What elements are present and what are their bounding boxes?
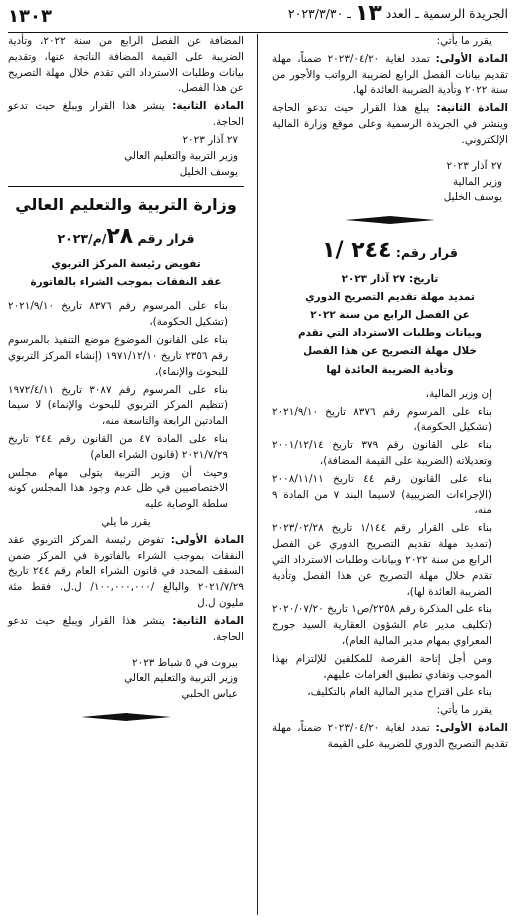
issue-number: ١٣ [354,0,382,26]
column-divider [257,34,258,915]
article-2 [272,101,508,148]
article-text: ينشر هذا القرار ويبلغ حيث تدعو الحاجة. [8,614,244,643]
resolves-label: يقرر ما يلي [101,516,151,529]
article-label: المادة الثانية: [172,100,244,113]
article-label: المادة الأولى: [435,52,508,65]
signatory-name: يوسف الخليل [443,191,502,204]
article-1 [8,533,244,612]
preamble-paragraph: بناء على القرار رقم ١/١٤٤ تاريخ ٢٠٢٣/٠٢/٢٨ (تمديد مهلة تقديم التصريح الدوري عن الفصل الرابع من سنة ٢٠٢٢ وبيانات وطلبات الاسترداد التي تقدم خلال مهلة التصريح عن هذا الفصل وتأدية الضريبة العائدة لها)، [272,522,492,598]
preamble-paragraph: بناء على اقتراح مدير المالية العام بالتكليف، [307,686,492,699]
right-column [272,34,508,755]
signatory-title: وزير التربية والتعليم العالي [124,149,238,162]
article-text: تمدد لغاية ٢٠٢٣/٠٤/٢٠ ضمناً، مهلة تقديم التصريح الدوري للضريبة على القيمة [272,722,508,750]
preamble-paragraph: بناء على المرسوم رقم ٨٣٧٦ تاريخ ٢٠٢١/٩/١٠ (تشكيل الحكومة)، [8,300,228,329]
section-divider [272,216,508,224]
place-date: بيروت في ٥ شباط ٢٠٢٣ [132,656,238,669]
decision-subject-line: خلال مهلة التصريح عن هذا الفصل [303,345,477,358]
signatory-name: عباس الحلبي [181,688,238,701]
article-label: المادة الأولى: [170,533,245,546]
preamble-paragraph: بناء على المرسوم رقم ٣٠٨٧ تاريخ ١٩٧٢/٤/١١ (تنظيم المركز التربوي للبحوث والإنماء) لا سيما المادتين الرابعة والتاسعة منه، [8,383,228,428]
signature-date: ٢٧ آذار ٢٠٢٣ [446,159,502,172]
article-text: تفوض رئيسة المركز التربوي عقد النفقات بموجب الشراء بالفاتورة في المركز ضمن السقف المحدد في قانون الشراء العام رقم ٢٤٤ تاريخ ٢٠٢١/٧/٢٩ والبالغ /١٠٠,٠٠٠,٠٠٠/ ل.ل. فقط مئة مليون ل.ل [8,533,244,610]
signatory-title: وزير التربية والتعليم العالي [124,672,238,685]
journal-title [288,0,508,30]
article-text: تمدد لغاية ٢٠٢٣/٠٤/٢٠ ضمناً، مهلة تقديم بيانات الفصل الرابع لضريبة الرواتب والأجور من سنة ٢٠٢٢ وتأدية الضريبة العائدة لها. [272,52,508,97]
signatory-title: وزير المالية [452,175,502,188]
article-label: المادة الثانية: [172,614,244,627]
article-text: ينشر هذا القرار ويبلغ حيث تدعو الحاجة. [8,100,244,129]
signatory-name: يوسف الخليل [179,165,238,178]
decision-label: قرار رقم: [395,245,458,261]
decision-label: قرار رقم [137,230,195,246]
section-divider [8,713,244,721]
article-1 [272,52,508,99]
preamble-paragraph: إن وزير المالية، [425,387,492,400]
continued-text: المضافة عن الفصل الرابع من سنة ٢٠٢٢، وتأدية الضريبة على القيمة المضافة الناتجة عنها، وتقديم بيانات وطلبات الاسترداد التي تقدم خلال مهلة التصريح عن هذا الفصل. [8,35,244,95]
preamble-paragraph: بناء على القانون الموضوع موضع التنفيذ بالمرسوم رقم ٢٣٥٦ تاريخ ١٩٧١/١٢/١٠ (إنشاء المركز التربوي للبحوث والإنماء)، [8,334,228,378]
issue-date: ـ ٢٠٢٣/٣/٣٠ [287,5,351,21]
left-column [8,34,244,731]
page-header [8,0,508,33]
decision-subject-line: وتأدية الضريبة العائدة لها [326,363,454,376]
article-label: المادة الأولى: [435,722,508,735]
preamble-paragraph: بناء على المذكرة رقم ٢٢٥٨/ص١ تاريخ ٢٠٢٠/٠٧/٢٠ (تكليف مدير عام الشؤون العقارية السيد جورج المعراوي بمهام مدير المالية العام)، [272,603,492,647]
page-number: ١٣٠٣ [8,5,52,27]
preamble-paragraph: بناء على المادة ٤٧ من القانون رقم ٢٤٤ تاريخ ٢٠٢١/٧/٢٩ (قانون الشراء العام) [8,432,228,461]
divider-ornament-icon [81,713,171,721]
decision-subject-line: وبيانات وطلبات الاسترداد التي تقدم [298,327,482,340]
article-2 [8,99,244,131]
decision-subject-line: عقد النفقات بموجب الشراء بالفاتورة [30,276,222,289]
decision-heading [8,220,244,253]
resolves-label: يقرر ما يأتي: [436,704,492,717]
decision-heading [272,234,508,267]
preamble-paragraph: بناء على القانون رقم ٣٧٩ تاريخ ٢٠٠١/١٢/١٤ وتعديلاته (الضريبة على القيمة المضافة)، [272,439,492,468]
decision-suffix: /م/٢٠٢٣ [57,230,107,246]
preamble-paragraph: بناء على المرسوم رقم ٨٣٧٦ تاريخ ٢٠٢١/٩/١٠ (تشكيل الحكومة)، [272,405,492,434]
ministry-heading: وزارة التربية والتعليم العالي [8,186,244,217]
decision-subject-line: عن الفصل الرابع من سنة ٢٠٢٢ [310,308,470,321]
article-1 [272,721,508,753]
preamble-paragraph: وحيث أن وزير التربية يتولى مهام مجلس الاختصاصيين في ظل عدم وجود هذا المجلس كونه سلطة الوصاية عليه [8,466,228,511]
journal-name: الجريدة الرسمية ـ العدد [385,5,508,21]
article-label: المادة الثانية: [436,102,508,115]
article-text: يبلغ هذا القرار حيث تدعو الحاجة وينشر في الجريدة الرسمية وعلى موقع وزارة المالية الإلكتروني. [272,102,508,146]
decision-subject-line: تمديد مهلة تقديم التصريح الدوري [305,290,475,303]
decision-number: ٢٨ [106,223,134,249]
decision-date: تاريخ: ٢٧ آذار ٢٠٢٣ [341,272,439,285]
signature-date: ٢٧ آذار ٢٠٢٣ [182,133,238,146]
decision-number: ٢٤٤ /١ [322,238,392,264]
preamble-paragraph: ومن أجل إتاحة الفرصة للمكلفين للإلتزام بهذا الموجب وتفادي تطبيق الغرامات عليهم، [272,652,492,681]
preamble-paragraph: بناء على القانون رقم ٤٤ تاريخ ٢٠٠٨/١١/١١ (الإجراءات الضريبية) لاسيما البند ٧ من المادة ٩ منه، [272,472,492,517]
decision-subject-line: تفويض رئيسة المركز التربوي [51,258,201,271]
divider-ornament-icon [345,216,435,224]
resolves-label: يقرر ما يأتي: [436,35,492,47]
article-2 [8,614,244,646]
